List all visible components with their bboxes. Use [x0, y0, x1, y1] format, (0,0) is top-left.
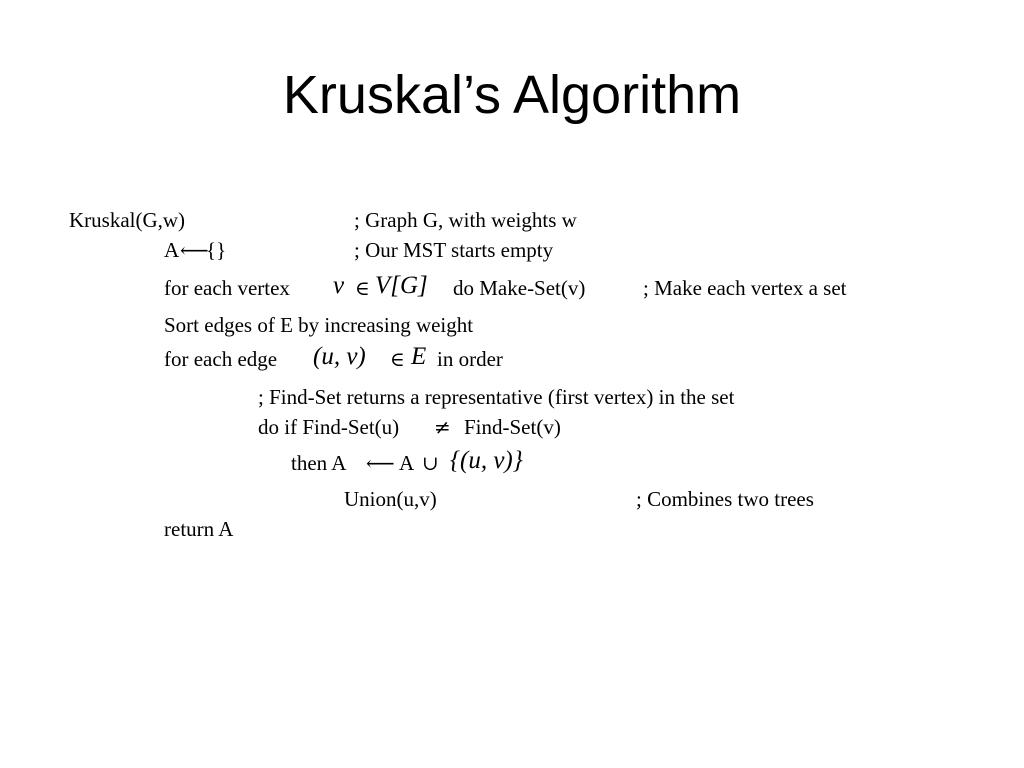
in-order-label: in order — [437, 347, 503, 371]
comment-make-set: ; Make each vertex a set — [643, 276, 847, 300]
not-equal-icon: ≠ — [434, 415, 451, 439]
element-of-icon: ∈ — [390, 347, 405, 371]
set-a-label: A — [164, 238, 180, 262]
math-edge-set: E — [411, 343, 427, 370]
comment-mst-empty: ; Our MST starts empty — [354, 238, 554, 262]
return-line: return A — [164, 517, 234, 541]
left-arrow-icon: ⟵ — [180, 238, 209, 262]
then-a-label: then A — [291, 451, 347, 475]
comment-find-set: ; Find-Set returns a representative (first vertex) in the set — [258, 385, 735, 409]
math-vertex-var: v — [333, 272, 345, 299]
math-edge-pair: (u, v) — [313, 343, 366, 370]
math-vertex-set: V[G] — [375, 272, 428, 299]
set-a-union-lhs: A — [399, 451, 415, 475]
empty-set: {} — [206, 238, 227, 262]
comment-graph: ; Graph G, with weights w — [354, 208, 577, 232]
union-call: Union(u,v) — [344, 487, 437, 511]
math-edge-singleton: {(u, v)} — [450, 447, 523, 474]
sort-edges-line: Sort edges of E by increasing weight — [164, 313, 474, 337]
for-each-edge-label: for each edge — [164, 347, 278, 371]
find-set-v: Find-Set(v) — [464, 415, 561, 439]
left-arrow-icon: ⟵ — [366, 451, 395, 475]
comment-combines-trees: ; Combines two trees — [636, 487, 814, 511]
element-of-icon: ∈ — [355, 276, 370, 300]
union-icon: ∪ — [422, 451, 439, 475]
slide-title: Kruskal’s Algorithm — [282, 65, 742, 125]
function-signature: Kruskal(G,w) — [69, 208, 186, 232]
make-set-call: do Make-Set(v) — [453, 276, 586, 300]
find-set-u: do if Find-Set(u) — [258, 415, 400, 439]
for-each-vertex-label: for each vertex — [164, 276, 290, 300]
